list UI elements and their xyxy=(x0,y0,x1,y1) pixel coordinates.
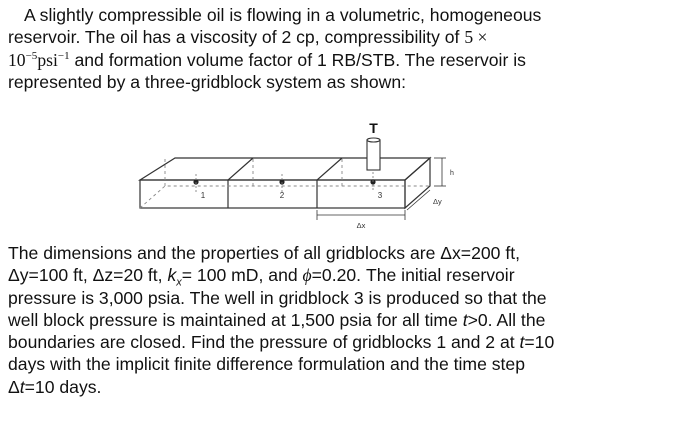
h-label: h xyxy=(450,170,454,177)
time-symbol-2: t xyxy=(519,332,525,353)
data-line-3: pressure is 3,000 psia. The well in gridblock 3 is produced so that the xyxy=(8,287,547,308)
block-number-3: 3 xyxy=(377,191,383,200)
block-number-1: 1 xyxy=(200,191,206,200)
block-divider-2 xyxy=(317,158,342,208)
time-symbol-1: t xyxy=(462,309,468,330)
block-number-2: 2 xyxy=(279,191,285,200)
reservoir-top-face xyxy=(140,158,430,180)
compressibility-unit-exponent: −1 xyxy=(57,49,70,62)
hidden-back-edges xyxy=(140,186,430,208)
three-gridblock-diagram xyxy=(130,118,510,238)
data-line-6: days with the implicit finite difference formulation and the time step xyxy=(8,354,525,375)
data-line-5-a: boundaries are closed. Find the pressure of gridblocks 1 and 2 at xyxy=(8,332,520,353)
intro-line-3 xyxy=(8,49,676,71)
compressibility-unit: psi xyxy=(37,49,58,70)
data-line-7-b: =10 days. xyxy=(24,376,102,397)
data-line-5 xyxy=(8,331,676,353)
permeability-symbol: k xyxy=(167,265,177,286)
data-line-7 xyxy=(8,376,676,398)
intro-line-1: A slightly compressible oil is flowing in a volumetric, homogeneous xyxy=(24,5,542,25)
data-line-4-b: >0. All the xyxy=(467,309,546,330)
permeability-subscript: x xyxy=(176,276,182,289)
delta-symbol: Δ xyxy=(8,376,20,397)
porosity-symbol: ϕ xyxy=(302,265,312,286)
dy-dimension-line xyxy=(407,190,430,210)
well-icon xyxy=(367,138,380,170)
data-line-2 xyxy=(8,264,676,289)
reservoir-front-face xyxy=(140,180,405,208)
compressibility-base: 10 xyxy=(8,49,26,70)
data-line-1: The dimensions and the properties of all gridblocks are Δx=200 ft, xyxy=(8,243,520,263)
data-line-2-c: =0.20. The initial reservoir xyxy=(311,265,515,286)
dx-label: Δx xyxy=(356,221,366,230)
time-step-symbol: t xyxy=(19,376,25,397)
data-line-4-a: well block pressure is maintained at 1,500 psia for all time xyxy=(8,309,463,330)
problem-intro-paragraph xyxy=(8,4,676,93)
compressibility-coefficient: 5 × xyxy=(464,27,488,48)
data-line-4 xyxy=(8,309,676,331)
data-line-5-b: =10 xyxy=(524,332,555,353)
intro-line-2-text: reservoir. The oil has a viscosity of 2 cp, compressibility of xyxy=(8,27,465,48)
data-line-2-b: = 100 mD, and xyxy=(181,265,303,286)
data-line-2-a: Δy=100 ft, Δz=20 ft, xyxy=(8,265,168,286)
well-label: T xyxy=(369,120,378,136)
dy-label: Δy xyxy=(433,197,442,206)
block-divider-1 xyxy=(228,158,253,208)
intro-line-4: represented by a three-gridblock system as shown: xyxy=(8,71,407,92)
intro-line-3-text: and formation volume factor of 1 RB/STB. The reservoir is xyxy=(69,49,526,70)
intro-line-2 xyxy=(8,26,676,48)
compressibility-exponent: −5 xyxy=(25,49,38,62)
problem-data-paragraph xyxy=(8,242,676,398)
